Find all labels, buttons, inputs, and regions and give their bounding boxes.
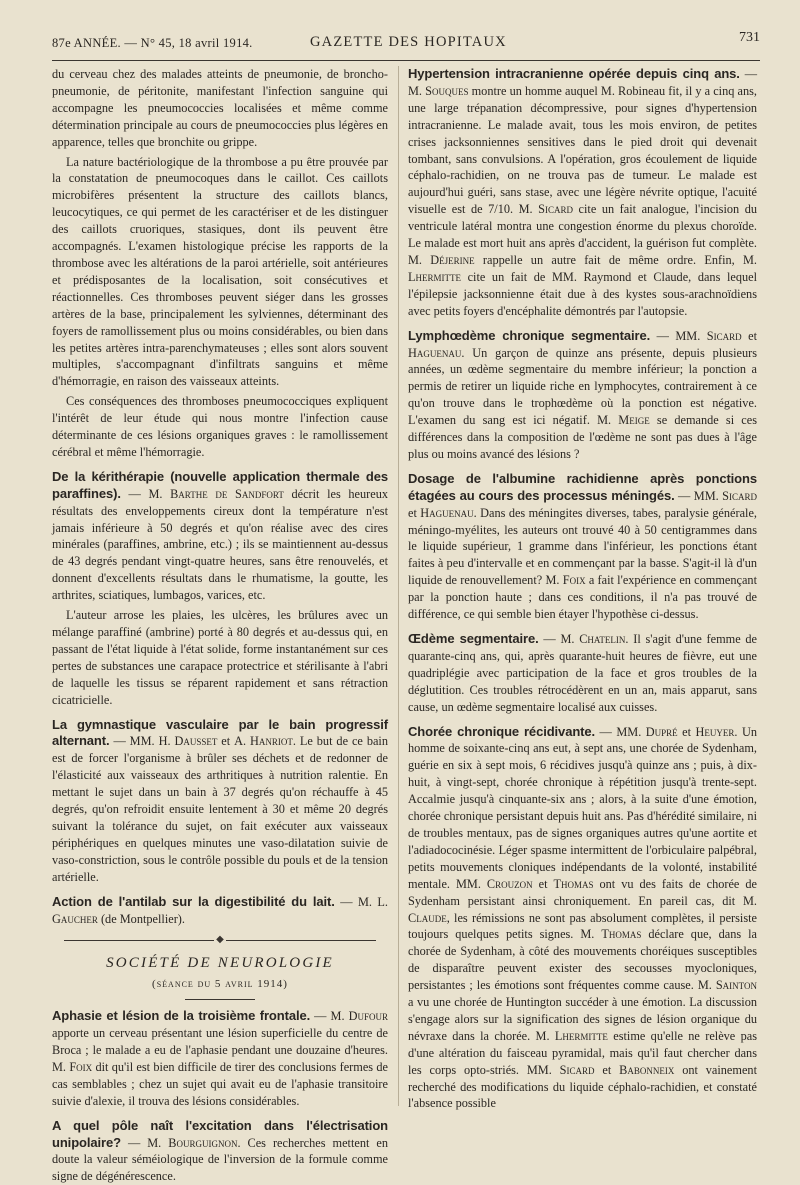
author-name: Crouzon <box>486 876 533 891</box>
author-name: Haguenau <box>408 345 462 360</box>
text-run: et <box>677 724 696 739</box>
text-run: estime qu'elle ne relève pas d'une altération du faisceau pyramidal, mais qu'il faut chercher dans les corps opto-striés. MM. <box>408 1028 757 1077</box>
article-hypertension <box>408 66 757 320</box>
author-name: Thomas <box>553 876 594 891</box>
article-title: Action de l'antilab sur la digestibilité du lait. <box>52 893 335 909</box>
article-lymphoedeme <box>408 328 757 463</box>
paragraph: Ces conséquences des thromboses pneumococciques expliquent l'intérêt de leur étude qui nous montre l'infection cause déterminante de ces lésions organiques graves : le ramollissement cérébral et même l'hémorragie. <box>52 394 388 459</box>
journal-title: GAZETTE DES HOPITAUX <box>310 34 507 50</box>
issue-info: 87e ANNÉE. — N° 45, 18 avril 1914. <box>52 36 253 50</box>
text-run: — MM. <box>674 488 723 503</box>
paragraph: du cerveau chez des malades atteints de pneumonie, de broncho-pneumonie, de péritonite, manifestant l'infection sanguine qui accompagne les pneumococcies localisées et même comme détermination principale au cours de pneumococcies plus légères en apparence, telles que bronchite ou grippe. <box>52 67 388 149</box>
text-run: et <box>408 505 421 520</box>
text-run: et <box>741 328 757 343</box>
text-run: apporte un cerveau présentant une lésion superficielle du centre de Broca ; le malade a eu de l'aphasie pendant une douzaine d'heures. M. <box>52 1026 388 1074</box>
text-run: — M. <box>538 632 580 646</box>
article-oedeme <box>408 631 757 716</box>
author-name: Déjerine <box>430 252 475 267</box>
article-body: (de Montpellier). <box>97 911 185 926</box>
text-run: a vu une chorée de Huntington succéder à une émotion. La discussion s'engage alors sur la signification des signes de lésion organique du névraxe dans la chorée. M. <box>408 995 757 1043</box>
author-name: Foix <box>69 1059 93 1074</box>
text-run: . Dans des méningites diverses, tabes, paralysie générale, méningo-myélites, les auteurs ont trouvé 40 à 50 centigrammes dans le liquide supérieur, 1 gramme dans l'inférieur, les ponctions étant faites à peu d'intervalle et en commençant par la basse. S'agit-il là d'un liquide de renouvellement? M. <box>408 505 757 588</box>
author-name: H. Dausset <box>158 734 218 749</box>
article-title: Chorée chronique récidivante. <box>408 723 596 739</box>
article-kerotherapie <box>52 469 388 604</box>
article-albumine <box>408 471 757 623</box>
author-name: Gaucher <box>52 911 98 926</box>
author-name: Babonneix <box>619 1062 675 1077</box>
text-run: cite un fait analogue, l'incision du ventricule latéral montra une congestion énorme du plexus choroïde. Le malade est mort huit ans après d'accident, la guérison fut complète. M. <box>408 202 757 267</box>
article-body: . Ces recherches mettent en doute la valeur séméiologique de l'inversion de la formule comme signe de dégénérescence. <box>52 1135 388 1184</box>
article-body: a fait l'expérience en commençant par la ponction haute ; dans ces conditions, il n'a pas trouvé de différence, ce qui semble bien étayer l'hypothèse ci-dessus. <box>408 573 757 622</box>
author-name: Souques <box>425 83 469 98</box>
article-title: Lymphœdème chronique segmentaire. <box>408 327 651 343</box>
author-name: Dupré <box>645 724 678 739</box>
author-name: Claude <box>408 910 447 925</box>
author-name: A. Hanriot <box>234 734 293 749</box>
text-run: , les rémissions ne sont pas absolument complètes, il persiste toujours quelques petits signes. M. <box>408 910 757 942</box>
author-name: Sicard <box>559 1062 595 1077</box>
text-run: . Un homme de soixante-cinq ans eut, à sept ans, une chorée de Sydenham, guérie en six à sept mois, 6 récidives jusqu'à quinze ans ; puis, à dix-huit, à vingt-sept, chorée chronique à répétition jusqu'à trente-sept. Accalmie jusqu'à cinquante-six ans ; alors, à la suite d'une émotion, chorée chronique persistant depuis huit ans. Pas d'hérédité similaire, ni de troubles mentaux, pas de signes organiques autres qu'une aortite et l'adiadococinésie. Léger spasme intermittent de l'orbiculaire palpébral, petits mouvements cloniques indépendants de la volonté, instabilité mentale. MM. <box>408 724 757 891</box>
article-title: Hypertension intracranienne opérée depuis cinq ans. <box>408 66 740 81</box>
author-name: Sicard <box>706 328 742 343</box>
header-rule <box>52 60 760 61</box>
paragraph: La nature bactériologique de la thrombose a pu être prouvée par la constatation de pneumocoques dans le caillot. Ces caillots microbifères présentent la structure des caillots blancs, leucocytiques, ce qui permet de les caractériser et de les distinguer des caillots cruoriques, stasiques, dont ils peuvent être accompagnés. L'examen histologique précise les rapports de la thrombose avec les altérations de la paroi artérielle, soit antérieures et prédisposantes de la localisation, soit consécutives et réactionnelles. Ces thromboses peuvent siéger dans les grosses artères de la base, principalement les sylviennes, déterminant des foyers de ramollissement plus ou moins considérables, ou bien dans les petites artères intra-parenchymateuses ; elles sont alors souvent multiples, s'accompagnant d'infiltrats sanguins et même d'hémorragie, en raison des vaisseaux atteints. <box>52 154 388 389</box>
author-name: Sicard <box>538 202 573 217</box>
text-run: — M. <box>128 486 171 501</box>
article-title: A quel pôle naît l'excitation dans l'électrisation unipolaire? <box>52 1117 388 1150</box>
text-run: . Un garçon de quinze ans présente, depuis plusieurs années, un œdème segmentaire du membre inférieur; la ponction a permis de retirer un liquide riche en lymphocytes, contrairement à ce qu'on trouve dans le trophœdème où la ponction est négative. L'examen du sang est ici négatif. M. <box>408 345 757 428</box>
article-body: ont vainement recherché des modifications du liquide céphalo-rachidien, et constaté l'absence possible <box>408 1062 757 1111</box>
author-name: Lhermitte <box>554 1028 608 1043</box>
text-run: — M. <box>120 1135 169 1150</box>
author-name: Heuyer <box>695 724 735 739</box>
article-electrisation <box>52 1118 388 1185</box>
ornament-line <box>64 940 214 941</box>
article-antilab <box>52 894 388 928</box>
author-name: Sicard <box>722 488 758 503</box>
author-name: Chatelin <box>579 632 626 646</box>
ornament-line <box>226 940 376 941</box>
article-body: dit qu'il est bien difficile de tirer des conclusions fermes de cas semblables ; chez un sujet qui avait eu de l'aphasie transitoire suivie d'alexie, il trouva des lésions considérables. <box>52 1059 388 1108</box>
author-name: Lhermitte <box>408 269 462 284</box>
page-number: 731 <box>739 30 760 45</box>
text-run: — M. <box>310 1009 349 1024</box>
article-body: décrit les heureux résultats des enveloppements cireux dont la température n'est jamais inférieure à 50 degrés et qu'on réalise avec des cires minérales (paraffines, ambrine, etc.) ; ils se maintiennent au-dessus de 43 degrés pendant vingt-quatre heures, sans être renouvelés, et donnent d'excellents résultats dans le rhumatisme, la goutte, les arthrites, sciatiques, lumbagos, varices, etc. <box>52 486 388 603</box>
author-name: Foix <box>562 573 586 588</box>
article-body: cite un fait de MM. Raymond et Claude, dans lequel l'épilepsie jacksonnienne était due à des kystes sous-arachnoïdiens avec petits foyers d'encéphalite démontrés par l'autopsie. <box>408 269 757 318</box>
right-column <box>408 66 757 1118</box>
author-name: Meige <box>618 413 650 428</box>
article-title: De la kérithérapie (nouvelle application thermale des paraffines). <box>52 468 388 501</box>
text-run: — MM. <box>650 328 707 343</box>
left-column <box>52 66 389 1184</box>
article-body: . Le but de ce bain est de forcer l'organisme à brûler ses déchets et de redonner de l'élasticité aux vaisseaux des arthritiques à nutrition ralentie. En mettant le sujet dans un bain à 37 degrés qu'on réchauffe à 45 degrés, qu'on refroidit ensuite lentement à 30 et même 20 degrés suivant la tolérance du sujet, on fait exécuter aux vaisseaux périphériques en quelques minutes une vaso-dilatation suivie de vaso-constriction, sous le contrôle possible du pouls et de la tension artérielle. <box>52 734 389 884</box>
column-divider <box>398 66 399 1106</box>
text-run: et <box>594 1062 620 1077</box>
ornament-divider: ◆ <box>52 935 388 945</box>
text-run: — M. <box>408 67 757 98</box>
text-run: ont vu des faits de chorée de Sydenham persistant ainsi chroniquement. En pareil cas, dit M. <box>408 876 757 908</box>
text-run: et <box>217 734 235 749</box>
author-name: Dufour <box>348 1009 388 1024</box>
text-run: et <box>532 876 554 891</box>
article-gymnastique <box>52 717 388 886</box>
article-title: Aphasie et lésion de la troisième frontale. <box>52 1008 311 1024</box>
article-title: Œdème segmentaire. <box>408 631 539 646</box>
article-body: se demande si ces différences dans la composition de l'œdème ne sont pas dues à l'âge plus ou moins avancé des lésions ? <box>408 413 757 461</box>
text-run: — M. L. <box>334 894 388 909</box>
author-name: Haguenau <box>420 505 474 520</box>
article-title: Dosage de l'albumine rachidienne après ponctions étagées au cours des processus méningés. <box>408 470 757 503</box>
text-run: montre un homme auquel M. Robineau fit, il y a cinq ans, une large trépanation décompressive, pour signes d'hypertension intracranienne. Le malade avait, tous les mois environ, de petites crises jacksonniennes sensitives dans le pied droit qui devenait tombant, sans convulsions. A l'opération, gros écoulement de liquide céphalo-rachidien, on ne trouva pas de tumeur. Le malade est aujourd'hui guéri, sans stase, avec une légère névrite optique, l'acuité visuelle est de 7/10. M. <box>408 83 757 217</box>
paragraph: L'auteur arrose les plaies, les ulcères, les brûlures avec un mélange paraffiné (ambrine) porté à 80 degrés et au-dessus qui, en passant de l'état liquide à l'état solide, forme instantanément sur ces pertes de substances une carapace protectrice et stérilisante à l'abri de laquelle les tissus se réparent rapidement et sans rétraction cicatricielle. <box>52 608 388 707</box>
author-name: Bourguignon <box>168 1135 238 1150</box>
running-header <box>52 30 760 54</box>
author-name: Sainton <box>715 978 757 993</box>
article-choree <box>408 724 757 1113</box>
article-body: . Il s'agit d'une femme de quarante-cinq ans, qui, après quarante-huit heures de fièvre, eut une quadriplégie avec participation de la face et gros troubles de la déglutition. Ces troubles rétrocédèrent en un an, mais apparut, sans cause, un œdème segmentaire localisé aux cuisses. <box>408 632 758 714</box>
text-run: — MM. <box>109 734 159 749</box>
article-title: La gymnastique vasculaire par le bain progressif alternant. <box>52 716 388 749</box>
text-run: — MM. <box>595 724 646 739</box>
text-run: déclare que, dans la chorée de Sydenham, à côté des mouvements choréiques susceptibles de disparaître peuvent exister des secousses myocloniques, persistantes ; les émotions sont fréquentes comme cause. M. <box>408 927 757 993</box>
author-name: Thomas <box>601 927 642 942</box>
text-run: rappelle un autre fait de même ordre. Enfin, M. <box>474 252 757 267</box>
article-aphasie <box>52 1008 388 1109</box>
society-heading: SOCIÉTÉ DE NEUROLOGIE <box>106 955 334 972</box>
short-rule <box>185 999 255 1000</box>
author-name: Barthe de Sandfort <box>170 486 284 501</box>
session-date: (séance du 5 avril 1914) <box>152 978 288 991</box>
